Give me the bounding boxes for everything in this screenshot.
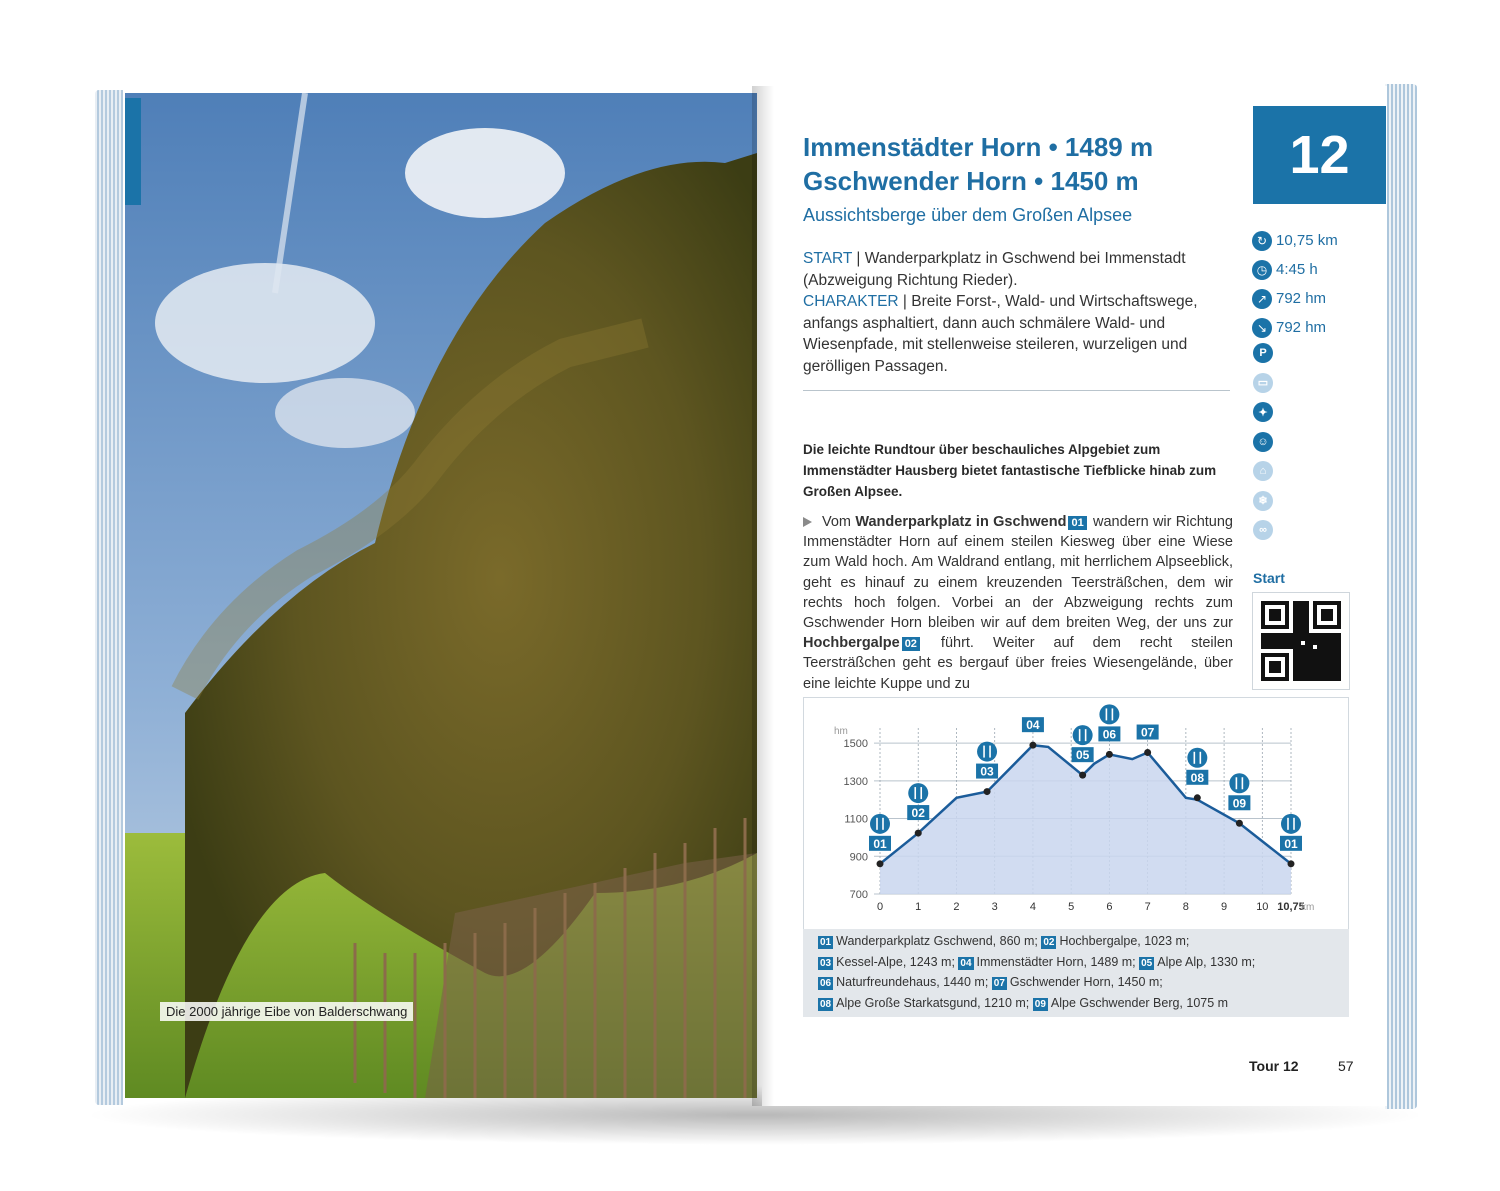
x-tick-label: 6 xyxy=(1106,901,1113,913)
divider xyxy=(803,390,1230,391)
footer-tour-label: Tour 12 xyxy=(1249,1058,1299,1074)
cable-car-icon: ⌂ xyxy=(1253,461,1273,481)
character-label: CHARAKTER xyxy=(803,293,899,310)
legend-text: Hochbergalpe, 1023 m; xyxy=(1059,934,1190,948)
play-arrow-icon xyxy=(803,517,812,527)
restaurant-icon xyxy=(1281,814,1301,834)
character-text: | Breite Forst-, Wald- und Wirtschaftswege, anfangs asphaltiert, dann auch schmälere Wald- und Wiesenpfade, mit stellenweise steileren, wurzeligen und gerölligen Passagen. xyxy=(803,293,1198,375)
waypoint-label: 05 xyxy=(1075,748,1090,763)
waypoint-marker xyxy=(877,860,884,867)
legend-text: Kessel-Alpe, 1243 m; xyxy=(836,954,959,969)
waypoint-marker xyxy=(1194,794,1201,801)
waypoint-label: 01 xyxy=(1284,836,1298,851)
stat-duration xyxy=(1252,255,1372,284)
legend-text: Naturfreundehaus, 1440 m; xyxy=(836,975,992,989)
legend-text: Gschwender Horn, 1450 m; xyxy=(1009,975,1163,989)
x-tick-label: 4 xyxy=(1029,901,1036,913)
legend-number: 07 xyxy=(993,978,1005,989)
waypoint-marker xyxy=(1106,751,1113,758)
stat-descent-value: 792 hm xyxy=(1276,319,1327,336)
legend-row xyxy=(818,931,1349,952)
y-tick-label: 900 xyxy=(849,851,868,864)
body-text-1: Vom xyxy=(822,514,856,530)
left-page-edges xyxy=(95,90,123,1105)
waypoint-marker xyxy=(1288,860,1295,867)
start-text: | Wanderparkplatz in Gschwend bei Immenstadt (Abzweigung Richtung Rieder). xyxy=(803,250,1186,289)
chapter-color-tab xyxy=(125,98,141,205)
y-tick-label: 1300 xyxy=(843,775,868,788)
legend-number: 05 xyxy=(1141,957,1153,969)
stat-ascent xyxy=(1252,284,1372,313)
waypoint-badge: 02 xyxy=(902,637,920,651)
qr-start-label: Start xyxy=(1253,570,1285,586)
x-tick-label: 10,75 xyxy=(1277,901,1305,913)
stat-distance xyxy=(1252,226,1372,255)
title-line-1: Immenstädter Horn • 1489 m xyxy=(803,132,1154,162)
kids-icon: ☺ xyxy=(1253,432,1273,452)
x-tick-label: 10 xyxy=(1256,901,1269,913)
parking-icon: P xyxy=(1253,343,1273,363)
intro-text: Die leichte Rundtour über beschauliches Alpgebiet zum Immenstädter Hausberg bietet fantastische Tiefblicke hinab zum Großen Alpsee. xyxy=(803,442,1217,499)
waypoint-label: 02 xyxy=(911,806,925,821)
elevation-profile-chart xyxy=(803,697,1349,931)
legend-text: Alpe Alp, 1330 m; xyxy=(1157,954,1256,969)
y-tick-label: 1500 xyxy=(843,738,868,751)
winter-icon: ❄ xyxy=(1253,491,1273,511)
title-line-2: Gschwender Horn • 1450 m xyxy=(803,166,1139,196)
x-tick-label: 9 xyxy=(1221,901,1228,913)
clock-icon: ◷ xyxy=(1252,260,1272,280)
stat-descent xyxy=(1252,313,1372,342)
route-description xyxy=(803,512,1233,694)
start-label: START xyxy=(803,250,853,267)
x-tick-label: 7 xyxy=(1144,901,1151,913)
elevation-profile-svg xyxy=(804,698,1348,930)
book-gutter xyxy=(752,86,774,1106)
body-bold-2: Hochbergalpe xyxy=(803,635,900,652)
restaurant-icon: ✦ xyxy=(1253,402,1273,422)
waypoint-marker xyxy=(1029,742,1036,749)
legend-text: Immenstädter Horn, 1489 m; xyxy=(976,954,1140,969)
restaurant-icon xyxy=(1187,748,1207,768)
waypoint-legend xyxy=(803,929,1349,1017)
tour-subtitle: Aussichtsberge über dem Großen Alpsee xyxy=(803,205,1133,225)
legend-number: 02 xyxy=(1043,937,1055,948)
x-tick-label: 0 xyxy=(876,901,884,913)
tour-title xyxy=(803,130,1153,198)
body-text-2: wandern wir Richtung Immenstädter Horn auf einem steilen Kiesweg über eine Wiese zum Wald hoch. Am Waldrand entlang, mit herrlichem Alpseeblick, geht es hinauf zu einem kreuzenden Teersträßchen, dem wir rechts hoch folgen. Vorbei an der Abzweigung rechts zum Gschwender Horn bleiben wir auf dem breiten Weg, der uns zur xyxy=(803,514,1233,632)
x-tick-label: 8 xyxy=(1182,901,1189,913)
y-axis-label: hm xyxy=(834,726,848,737)
legend-row xyxy=(818,972,1349,993)
body-bold-1: Wanderparkplatz in Gschwend xyxy=(855,514,1067,530)
tour-number-badge: 12 xyxy=(1253,106,1386,204)
waypoint-label: 09 xyxy=(1232,796,1247,811)
photo-caption: Die 2000 jährige Eibe von Balderschwang xyxy=(160,1002,413,1021)
elevation-area xyxy=(880,745,1291,894)
restaurant-icon xyxy=(908,783,928,803)
tour-stats xyxy=(1252,226,1372,342)
restaurant-icon xyxy=(977,742,997,762)
x-tick-label: 3 xyxy=(991,901,998,913)
legend-number: 06 xyxy=(820,978,832,989)
y-tick-label: 700 xyxy=(849,889,868,901)
waypoint-label: 06 xyxy=(1102,727,1117,742)
stat-ascent-value: 792 hm xyxy=(1276,290,1327,307)
legend-text: Alpe Gschwender Berg, 1075 m xyxy=(1050,995,1229,1010)
bus-icon: ▭ xyxy=(1253,373,1273,393)
waypoint-label: 08 xyxy=(1190,770,1205,785)
body-text-3: führt. Weiter auf dem recht steilen Teersträßchen geht es bergauf über freies Wiesengelände, über eine leichte Kuppe und zu xyxy=(803,635,1233,692)
waypoint-marker xyxy=(1236,820,1243,827)
distance-icon: ↻ xyxy=(1252,231,1272,251)
waypoint-marker xyxy=(984,788,991,795)
stat-distance-value: 10,75 km xyxy=(1276,232,1338,249)
legend-text: Wanderparkplatz Gschwend, 860 m; xyxy=(836,934,1042,948)
ascent-icon: ↗ xyxy=(1252,289,1272,309)
stat-duration-value: 4:45 h xyxy=(1276,261,1318,278)
legend-number: 04 xyxy=(960,957,972,969)
page-number: 57 xyxy=(1338,1058,1354,1074)
waypoint-marker xyxy=(1079,772,1086,779)
restaurant-icon xyxy=(1073,725,1093,745)
waypoint-label: 01 xyxy=(873,836,887,851)
legend-row xyxy=(818,993,1349,1014)
legend-number: 03 xyxy=(820,957,832,969)
amenity-icons xyxy=(1253,343,1277,550)
qr-code-icon xyxy=(1261,601,1341,681)
x-axis-label: km xyxy=(1301,902,1315,913)
waypoint-marker xyxy=(1144,749,1151,756)
waypoint-marker xyxy=(915,830,922,837)
y-tick-label: 1100 xyxy=(844,813,868,826)
right-page-edges xyxy=(1385,84,1417,1109)
waypoint-label: 07 xyxy=(1140,725,1155,740)
bike-icon: ∞ xyxy=(1253,520,1273,540)
legend-row xyxy=(818,952,1349,973)
tour-info xyxy=(803,248,1233,377)
waypoint-badge: 01 xyxy=(1068,516,1086,530)
x-tick-label: 5 xyxy=(1068,901,1075,913)
descent-icon: ↘ xyxy=(1252,318,1272,338)
legend-number: 09 xyxy=(1034,998,1046,1010)
waypoint-label: 03 xyxy=(980,764,994,779)
x-tick-label: 1 xyxy=(915,901,922,913)
qr-code[interactable] xyxy=(1252,592,1350,690)
restaurant-icon xyxy=(1229,773,1249,793)
legend-text: Alpe Große Starkatsgund, 1210 m; xyxy=(836,995,1033,1010)
x-tick-label: 2 xyxy=(953,901,960,913)
restaurant-icon xyxy=(1099,704,1119,724)
legend-number: 08 xyxy=(820,998,832,1010)
restaurant-icon xyxy=(870,814,890,834)
legend-number: 01 xyxy=(820,937,832,948)
waypoint-label: 04 xyxy=(1026,718,1040,733)
tree-photo xyxy=(125,93,757,1098)
